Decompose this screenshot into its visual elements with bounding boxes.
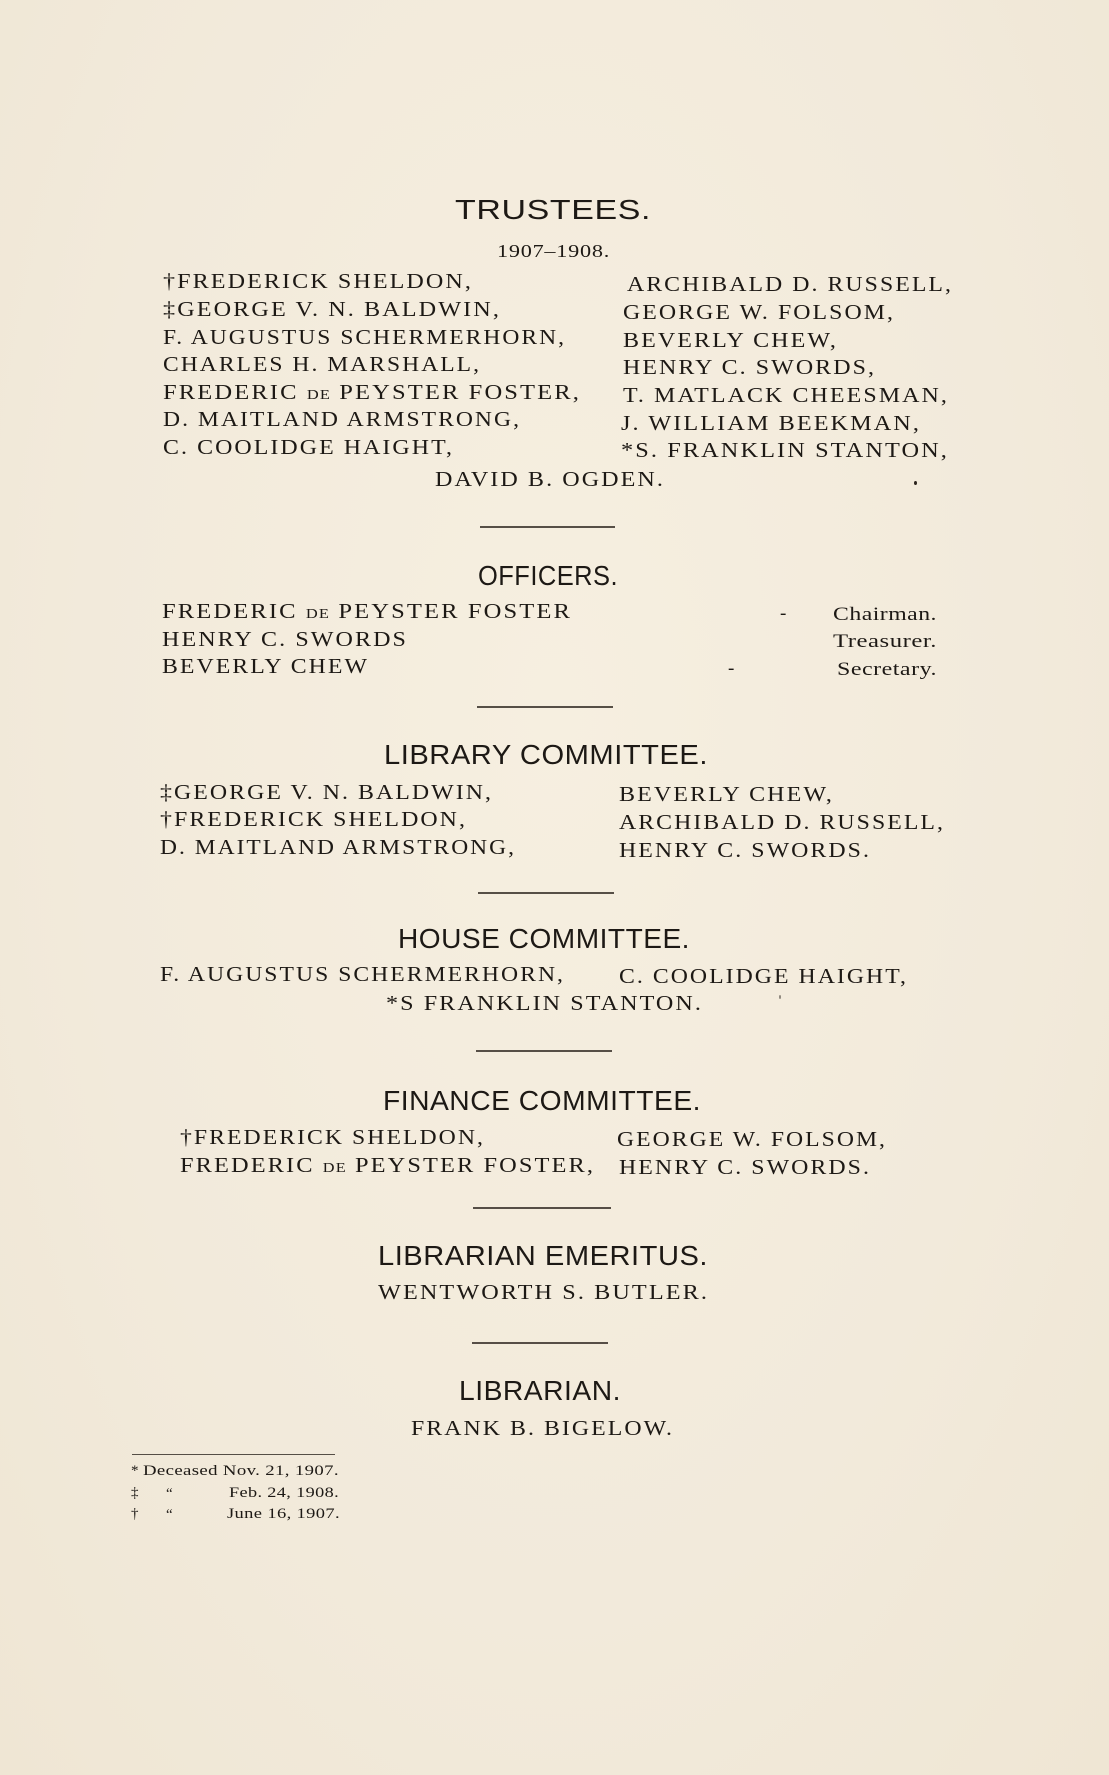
officer-name-particle: DE [305,607,331,622]
librarian-emeritus-name: WENTWORTH S. BUTLER. [378,1280,709,1304]
member-name-part: PEYSTER FOSTER, [346,1153,596,1177]
officer-role: Treasurer. [833,631,938,652]
committee-member-left: †FREDERICK SHELDON, [160,807,468,831]
footnote-rule [132,1454,335,1455]
trustee-left [163,327,566,348]
trustee-name: ARCHIBALD D. RUSSELL, [627,272,954,296]
trustee-name: D. MAITLAND ARMSTRONG, [163,407,522,431]
section-divider [477,706,613,708]
trustee-left [163,354,481,375]
section-title-trustees: TRUSTEES. [455,194,652,225]
trustee-name-particle: DE [306,388,332,403]
member-name-particle: DE [322,1161,347,1176]
trustee-name: FREDERIC [163,380,307,404]
trustee-right [623,357,876,378]
footnote-mark: ‡ [131,1485,139,1501]
committee-member-left: D. MAITLAND ARMSTRONG, [160,835,516,859]
officer-role: Chairman. [833,604,938,625]
section-divider [476,1050,612,1052]
committee-member-left: ‡GEORGE V. N. BALDWIN, [160,780,493,804]
section-title-library-committee: LIBRARY COMMITTEE. [384,739,709,770]
committee-member-left [180,1155,595,1176]
trustee-name: C. COOLIDGE HAIGHT, [163,435,455,459]
committee-member-left: †FREDERICK SHELDON, [180,1125,486,1149]
officer-role: Secretary. [837,659,937,680]
committee-member-center: *S FRANKLIN STANTON. [386,991,704,1015]
officer-name-part: FREDERIC [162,599,306,623]
trustee-right [623,302,895,323]
trustee-name: GEORGE W. FOLSOM, [623,300,895,324]
ink-speck [779,995,781,999]
footnote-ditto: “ [166,1507,173,1523]
trustee-left [163,409,521,430]
trustee-name: FREDERICK SHELDON, [177,269,473,293]
trustee-name: PEYSTER FOSTER, [331,380,582,404]
ink-speck [914,481,917,485]
committee-member-left: F. AUGUSTUS SCHERMERHORN, [160,962,566,986]
dash-leader: - [728,658,735,679]
trustee-left [163,271,473,292]
section-divider [480,526,615,528]
trustee-name: BEVERLY CHEW, [623,328,838,352]
committee-member-right: ARCHIBALD D. RUSSELL, [619,810,946,834]
section-title-finance-committee: FINANCE COMMITTEE. [383,1085,702,1116]
trustee-name: CHARLES H. MARSHALL, [163,352,481,376]
trustee-left [163,437,454,458]
footnote-ditto: “ [166,1486,173,1502]
trustee-name: *S. FRANKLIN STANTON, [621,438,949,462]
footnote-mark: † [131,1506,139,1522]
trustees-years: 1907–1908. [496,241,610,261]
committee-member-right: BEVERLY CHEW, [619,782,834,806]
officer-name-part: PEYSTER FOSTER [330,599,573,623]
trustee-left [163,299,501,320]
trustee-right [623,330,838,351]
section-divider [478,892,614,894]
trustee-right [621,413,921,434]
trustee-right [621,440,949,461]
committee-member-right: GEORGE W. FOLSOM, [617,1127,888,1151]
librarian-name: FRANK B. BIGELOW. [411,1416,674,1440]
footnote-text: Deceased Nov. 21, 1907. [143,1463,339,1479]
committee-member-right: HENRY C. SWORDS. [619,1155,872,1179]
section-title-officers: OFFICERS. [478,560,618,591]
trustee-name: HENRY C. SWORDS, [623,355,877,379]
trustee-name: F. AUGUSTUS SCHERMERHORN, [163,325,566,349]
section-title-librarian: LIBRARIAN. [459,1375,622,1406]
section-title-librarian-emeritus: LIBRARIAN EMERITUS. [378,1240,709,1271]
trustee-left [163,382,581,403]
section-divider [472,1342,608,1344]
section-divider [473,1207,611,1209]
footnote-mark: * [131,1463,139,1479]
section-title-house-committee: HOUSE COMMITTEE. [398,923,690,954]
double-dagger-mark: ‡ [163,297,178,321]
trustee-name: T. MATLACK CHEESMAN, [623,383,950,407]
trustee-name: GEORGE V. N. BALDWIN, [177,297,501,321]
trustee-right [627,274,953,295]
officer-name: HENRY C. SWORDS [162,627,408,651]
trustee-right [623,385,949,406]
footnote-text: June 16, 1907. [227,1506,340,1522]
dash-leader: - [780,603,787,624]
officer-name: BEVERLY CHEW [162,654,370,678]
trustee-name: J. WILLIAM BEEKMAN, [621,411,922,435]
footnote-text: Feb. 24, 1908. [229,1485,340,1501]
committee-member-right: C. COOLIDGE HAIGHT, [619,964,908,988]
member-name-part: FREDERIC [180,1153,323,1177]
dagger-mark: † [163,269,178,293]
trustee-center: DAVID B. OGDEN. [435,467,665,491]
officer-name [162,601,572,622]
committee-member-right: HENRY C. SWORDS. [619,838,872,862]
